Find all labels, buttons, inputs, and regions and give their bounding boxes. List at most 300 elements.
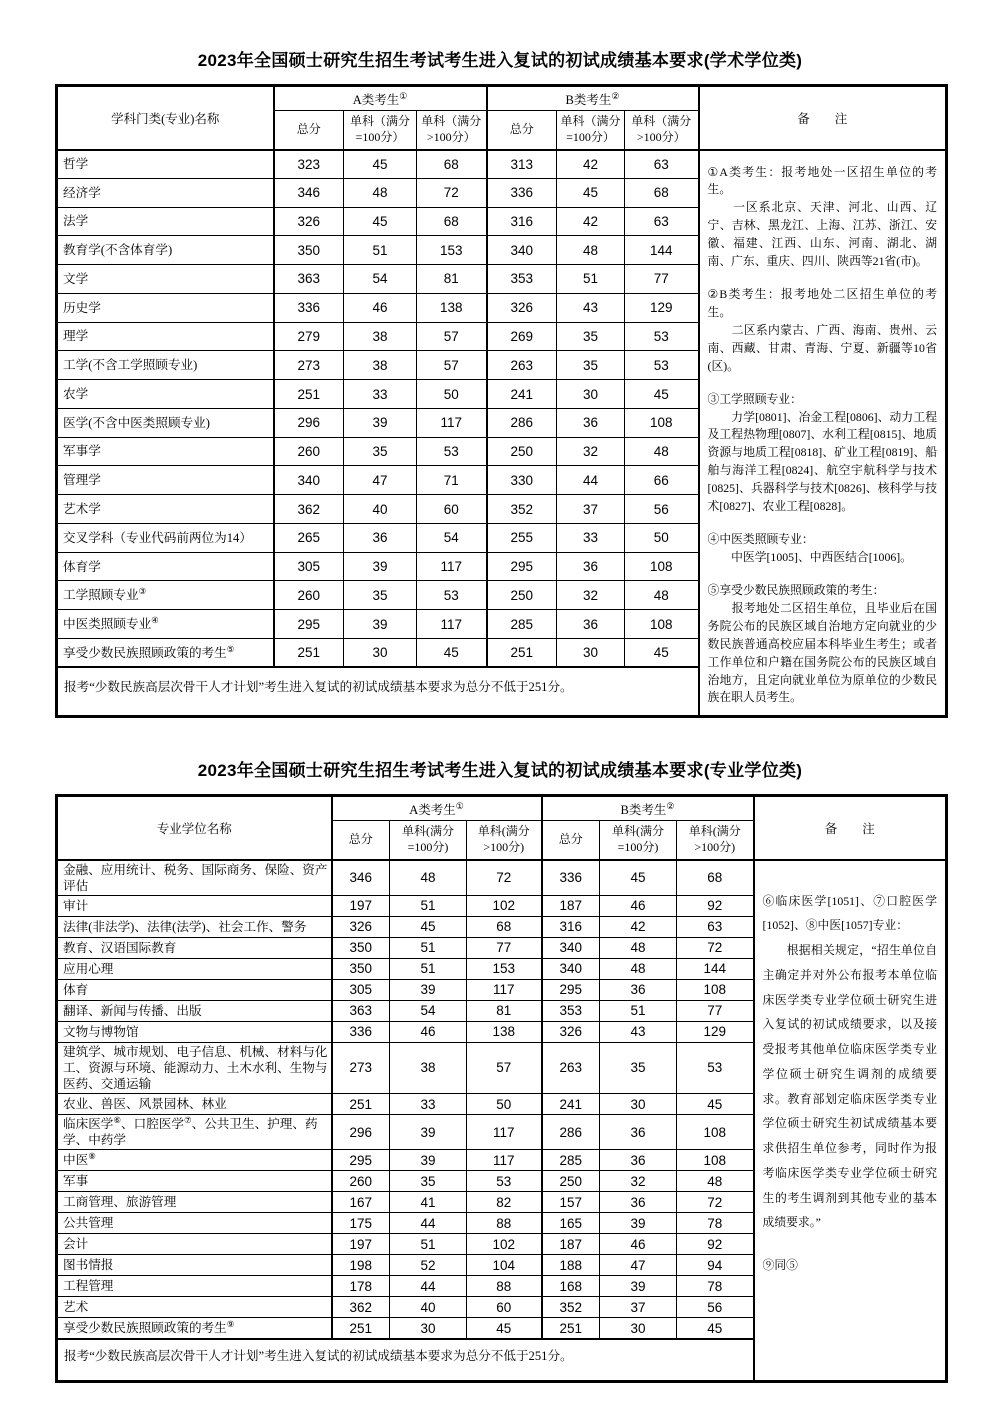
score-cell: 36 (600, 1115, 677, 1150)
footnote-marker: ③ (138, 586, 147, 597)
score-cell: 295 (332, 1150, 390, 1171)
column-header-single100-a: 单科(满分=100分) (390, 821, 467, 860)
score-cell: 255 (487, 523, 557, 552)
score-cell: 42 (600, 916, 677, 937)
score-cell: 241 (542, 1094, 600, 1115)
score-cell: 45 (344, 150, 417, 179)
remark-paragraph: ④中医类照顾专业： (707, 532, 814, 547)
score-cell: 350 (274, 236, 344, 265)
remark-paragraph: ⑨同⑤ (762, 1258, 798, 1273)
score-cell: 36 (600, 1192, 677, 1213)
score-cell: 251 (487, 639, 557, 668)
score-cell: 108 (625, 408, 699, 437)
score-cell: 47 (600, 1255, 677, 1276)
score-cell: 117 (467, 979, 542, 1000)
score-cell: 353 (542, 1000, 600, 1021)
professional-table-title: 2023年全国硕士研究生招生考试考生进入复试的初试成绩基本要求(专业学位类) (197, 761, 803, 780)
score-cell: 39 (344, 610, 417, 639)
subject-row-label: 历史学 (57, 293, 274, 322)
score-cell: 63 (677, 916, 754, 937)
score-cell: 35 (557, 351, 625, 380)
score-cell: 153 (417, 236, 487, 265)
score-cell: 336 (332, 1021, 390, 1042)
score-cell: 35 (600, 1042, 677, 1093)
score-cell: 285 (487, 610, 557, 639)
remark-paragraph: ③工学照顾专业： (707, 391, 802, 406)
score-cell: 38 (390, 1042, 467, 1093)
column-header-total-a: 总分 (332, 821, 390, 860)
column-header-single-over100-b: 单科（满分>100分） (625, 111, 699, 150)
score-cell: 46 (600, 1234, 677, 1255)
score-cell: 32 (557, 437, 625, 466)
score-cell: 37 (600, 1297, 677, 1318)
subject-row-label: 工程管理 (57, 1276, 332, 1297)
score-cell: 51 (557, 265, 625, 294)
score-cell: 42 (557, 150, 625, 179)
score-cell: 187 (542, 1234, 600, 1255)
score-cell: 53 (677, 1042, 754, 1093)
subject-row-label: 体育学 (57, 552, 274, 581)
score-cell: 153 (467, 958, 542, 979)
subject-row-label: 享受少数民族照顾政策的考生⑨ (57, 1318, 332, 1339)
score-cell: 35 (344, 437, 417, 466)
subject-row-label: 教育、汉语国际教育 (57, 937, 332, 958)
academic-score-table (55, 84, 948, 718)
score-cell: 129 (677, 1021, 754, 1042)
score-cell: 295 (542, 979, 600, 1000)
column-header-group-b: B类考生② (487, 86, 699, 111)
subject-row-label: 体育 (57, 979, 332, 1000)
column-header-single-over100-b: 单科(满分>100分) (677, 821, 754, 860)
score-cell: 50 (417, 380, 487, 409)
group-b-footnote-marker: ② (611, 90, 620, 101)
remark-paragraph: ①A类考生：报考地处一区招生单位的考生。 (707, 164, 938, 197)
score-cell: 33 (344, 380, 417, 409)
score-cell: 117 (467, 1150, 542, 1171)
score-cell: 340 (542, 937, 600, 958)
score-cell: 77 (677, 1000, 754, 1021)
score-cell: 43 (600, 1021, 677, 1042)
score-cell: 279 (274, 322, 344, 351)
score-cell: 45 (677, 1094, 754, 1115)
subject-row-label: 工学(不含工学照顾专业) (57, 351, 274, 380)
score-cell: 198 (332, 1255, 390, 1276)
score-cell: 167 (332, 1192, 390, 1213)
subject-row-label: 公共管理 (57, 1213, 332, 1234)
remark-spacer (708, 271, 938, 286)
score-cell: 273 (332, 1042, 390, 1093)
score-cell: 92 (677, 1234, 754, 1255)
score-cell: 102 (467, 1234, 542, 1255)
score-cell: 108 (625, 552, 699, 581)
subject-row-label: 农业、兽医、风景园林、林业 (57, 1094, 332, 1115)
subject-row-label: 工商管理、旅游管理 (57, 1192, 332, 1213)
score-cell: 36 (600, 1150, 677, 1171)
score-cell: 363 (274, 265, 344, 294)
academic-degree-section (55, 46, 945, 718)
score-cell: 30 (600, 1318, 677, 1339)
score-cell: 352 (542, 1297, 600, 1318)
subject-row-label: 法学 (57, 207, 274, 236)
score-cell: 40 (390, 1297, 467, 1318)
score-cell: 45 (344, 207, 417, 236)
score-cell: 30 (344, 639, 417, 668)
score-cell: 54 (390, 1000, 467, 1021)
subject-row-label: 经济学 (57, 178, 274, 207)
score-cell: 72 (467, 860, 542, 896)
score-cell: 42 (557, 207, 625, 236)
table-row (57, 860, 947, 896)
subject-row-label: 军事 (57, 1171, 332, 1192)
score-cell: 178 (332, 1276, 390, 1297)
score-cell: 144 (677, 958, 754, 979)
score-cell: 316 (542, 916, 600, 937)
score-cell: 273 (274, 351, 344, 380)
column-header-remarks: 备 注 (699, 86, 947, 150)
score-cell: 336 (487, 178, 557, 207)
score-cell: 104 (467, 1255, 542, 1276)
score-cell: 36 (600, 979, 677, 1000)
score-cell: 40 (344, 495, 417, 524)
score-cell: 30 (390, 1318, 467, 1339)
score-cell: 336 (542, 860, 600, 896)
score-cell: 250 (542, 1171, 600, 1192)
score-cell: 46 (344, 293, 417, 322)
score-cell: 39 (390, 1150, 467, 1171)
score-cell: 108 (677, 1115, 754, 1150)
score-cell: 260 (274, 581, 344, 610)
score-cell: 45 (467, 1318, 542, 1339)
score-cell: 39 (344, 552, 417, 581)
score-cell: 363 (332, 1000, 390, 1021)
column-header-total-b: 总分 (542, 821, 600, 860)
subject-row-label: 交叉学科（专业代码前两位为14） (57, 523, 274, 552)
score-cell: 295 (274, 610, 344, 639)
score-cell: 30 (557, 639, 625, 668)
column-header-single-over100-a: 单科(满分>100分) (467, 821, 542, 860)
score-cell: 251 (332, 1094, 390, 1115)
score-cell: 39 (600, 1213, 677, 1234)
score-cell: 63 (625, 150, 699, 179)
score-cell: 92 (677, 895, 754, 916)
score-cell: 33 (557, 523, 625, 552)
score-cell: 78 (677, 1276, 754, 1297)
subject-row-label: 建筑学、城市规划、电子信息、机械、材料与化工、资源与环境、能源动力、土木水利、生物与医药、交通运输 (57, 1042, 332, 1093)
score-cell: 326 (542, 1021, 600, 1042)
score-cell: 72 (677, 1192, 754, 1213)
remark-paragraph: 报考地处二区招生单位，且毕业后在国务院公布的民族区域自治地方定向就业的少数民族普通高校应届本科毕业生考生；或者工作单位和户籍在国务院公布的民族区域自治地方，且定向就业单位为原单位的少数民族在职人员考生。 (707, 600, 938, 705)
score-cell: 326 (332, 916, 390, 937)
score-cell: 57 (467, 1042, 542, 1093)
score-cell: 51 (344, 236, 417, 265)
score-cell: 39 (344, 408, 417, 437)
score-cell: 250 (487, 581, 557, 610)
score-cell: 48 (625, 581, 699, 610)
subject-row-label: 艺术 (57, 1297, 332, 1318)
subject-row-label: 教育学(不含体育学) (57, 236, 274, 265)
score-cell: 72 (677, 937, 754, 958)
score-cell: 48 (390, 860, 467, 896)
score-cell: 45 (600, 860, 677, 896)
subject-row-label: 金融、应用统计、税务、国际商务、保险、资产评估 (57, 860, 332, 896)
subject-row-label: 图书情报 (57, 1255, 332, 1276)
score-cell: 263 (542, 1042, 600, 1093)
score-cell: 78 (677, 1213, 754, 1234)
score-cell: 296 (332, 1115, 390, 1150)
score-cell: 36 (557, 408, 625, 437)
score-cell: 82 (467, 1192, 542, 1213)
score-cell: 48 (677, 1171, 754, 1192)
score-cell: 340 (542, 958, 600, 979)
score-cell: 54 (417, 523, 487, 552)
score-cell: 353 (487, 265, 557, 294)
score-cell: 48 (557, 236, 625, 265)
score-cell: 362 (274, 495, 344, 524)
subject-row-label: 中医⑧ (57, 1150, 332, 1171)
score-cell: 36 (557, 552, 625, 581)
score-cell: 45 (677, 1318, 754, 1339)
score-cell: 44 (390, 1276, 467, 1297)
score-cell: 38 (344, 322, 417, 351)
score-cell: 326 (487, 293, 557, 322)
column-header-single100-a: 单科（满分=100分） (344, 111, 417, 150)
score-cell: 48 (600, 958, 677, 979)
score-cell: 53 (417, 581, 487, 610)
score-cell: 39 (390, 979, 467, 1000)
score-cell: 50 (467, 1094, 542, 1115)
remark-paragraph: 二区系内蒙古、广西、海南、贵州、云南、西藏、甘肃、青海、宁夏、新疆等10省(区)。 (707, 322, 938, 373)
subject-row-label: 军事学 (57, 437, 274, 466)
footnote-marker: ⑦ (183, 1114, 192, 1125)
score-cell: 41 (390, 1192, 467, 1213)
score-cell: 108 (625, 610, 699, 639)
score-cell: 263 (487, 351, 557, 380)
subject-row-label: 中医类照顾专业④ (57, 610, 274, 639)
remark-paragraph: ⑥临床医学[1051]、⑦口腔医学[1052]、⑧中医[1057]专业： (762, 893, 938, 933)
score-cell: 77 (467, 937, 542, 958)
remarks-cell (754, 860, 947, 1382)
score-cell: 47 (344, 466, 417, 495)
score-cell: 313 (487, 150, 557, 179)
score-cell: 187 (542, 895, 600, 916)
score-cell: 117 (417, 610, 487, 639)
subject-row-label: 翻译、新闻与传播、出版 (57, 1000, 332, 1021)
subject-row-label: 哲学 (57, 150, 274, 179)
score-cell: 129 (625, 293, 699, 322)
score-cell: 71 (417, 466, 487, 495)
column-header-remarks: 备 注 (754, 796, 947, 860)
score-cell: 305 (274, 552, 344, 581)
score-cell: 260 (274, 437, 344, 466)
score-cell: 46 (390, 1021, 467, 1042)
score-cell: 38 (344, 351, 417, 380)
column-header-total-a: 总分 (274, 111, 344, 150)
score-cell: 44 (390, 1213, 467, 1234)
score-cell: 51 (390, 1234, 467, 1255)
column-header-degree-name: 专业学位名称 (57, 796, 332, 860)
score-cell: 48 (344, 178, 417, 207)
score-cell: 88 (467, 1276, 542, 1297)
score-cell: 68 (625, 178, 699, 207)
score-cell: 35 (557, 322, 625, 351)
score-cell: 48 (600, 937, 677, 958)
table-footnote: 报考“少数民族高层次骨干人才计划”考生进入复试的初试成绩基本要求为总分不低于251分。 (57, 667, 699, 717)
score-cell: 35 (390, 1171, 467, 1192)
score-cell: 285 (542, 1150, 600, 1171)
score-cell: 60 (467, 1297, 542, 1318)
subject-row-label: 文物与博物馆 (57, 1021, 332, 1042)
column-header-subject-name: 学科门类(专业)名称 (57, 86, 274, 150)
score-cell: 265 (274, 523, 344, 552)
score-cell: 32 (600, 1171, 677, 1192)
score-cell: 68 (417, 207, 487, 236)
remark-paragraph: 力学[0801]、冶金工程[0806]、动力工程及工程热物理[0807]、水利工程[0815]、地质资源与地质工程[0818]、矿业工程[0819]、船舶与海洋工程[0824]、航空宇航科学与技术[0825]、兵器科学与技术[0826]、核科学与技术[0827]、农业工程[0828]。 (707, 409, 938, 514)
score-cell: 362 (332, 1297, 390, 1318)
score-cell: 251 (274, 380, 344, 409)
score-cell: 45 (390, 916, 467, 937)
score-cell: 108 (677, 979, 754, 1000)
score-cell: 68 (677, 860, 754, 896)
subject-row-label: 农学 (57, 380, 274, 409)
column-header-group-a: A类考生① (332, 796, 542, 821)
remark-spacer (708, 376, 938, 391)
score-cell: 336 (274, 293, 344, 322)
column-header-single100-b: 单科(满分=100分) (600, 821, 677, 860)
score-cell: 56 (677, 1297, 754, 1318)
score-cell: 36 (344, 523, 417, 552)
remark-paragraph: 中医学[1005]、中西医结合[1006]。 (707, 550, 912, 565)
score-cell: 251 (274, 639, 344, 668)
score-cell: 316 (487, 207, 557, 236)
score-cell: 94 (677, 1255, 754, 1276)
score-cell: 197 (332, 1234, 390, 1255)
subject-row-label: 应用心理 (57, 958, 332, 979)
score-cell: 66 (625, 466, 699, 495)
column-header-group-b: B类考生② (542, 796, 754, 821)
professional-score-table (55, 794, 948, 1383)
remark-spacer (708, 516, 938, 531)
score-cell: 48 (625, 437, 699, 466)
academic-table-title: 2023年全国硕士研究生招生考试考生进入复试的初试成绩基本要求(学术学位类) (197, 51, 803, 70)
footnote-marker: ⑤ (226, 643, 235, 654)
footnote-marker: ⑨ (226, 1318, 235, 1329)
score-cell: 68 (467, 916, 542, 937)
footnote-marker: ⑧ (88, 1151, 96, 1162)
score-cell: 346 (274, 178, 344, 207)
remark-paragraph: ②B类考生：报考地处二区招生单位的考生。 (707, 287, 938, 319)
column-header-single100-b: 单科（满分=100分） (557, 111, 625, 150)
score-cell: 260 (332, 1171, 390, 1192)
score-cell: 144 (625, 236, 699, 265)
score-cell: 63 (625, 207, 699, 236)
score-cell: 340 (274, 466, 344, 495)
footnote-marker: ⑥ (113, 1114, 121, 1125)
column-header-single-over100-a: 单科（满分>100分） (417, 111, 487, 150)
score-cell: 43 (557, 293, 625, 322)
subject-row-label: 文学 (57, 265, 274, 294)
score-cell: 51 (600, 1000, 677, 1021)
score-cell: 138 (417, 293, 487, 322)
score-cell: 46 (600, 895, 677, 916)
score-cell: 72 (417, 178, 487, 207)
score-cell: 35 (344, 581, 417, 610)
subject-row-label: 审计 (57, 895, 332, 916)
column-header-group-a: A类考生① (274, 86, 487, 111)
score-cell: 340 (487, 236, 557, 265)
score-cell: 45 (557, 178, 625, 207)
score-cell: 138 (467, 1021, 542, 1042)
table-footnote: 报考“少数民族高层次骨干人才计划”考生进入复试的初试成绩基本要求为总分不低于251分。 (57, 1339, 754, 1382)
score-cell: 286 (487, 408, 557, 437)
footnote-marker: ④ (151, 614, 159, 625)
score-cell: 51 (390, 895, 467, 916)
score-cell: 51 (390, 937, 467, 958)
score-cell: 50 (625, 523, 699, 552)
score-cell: 350 (332, 937, 390, 958)
remark-spacer (708, 567, 938, 582)
group-a-footnote-marker: ① (399, 90, 408, 101)
score-cell: 53 (625, 322, 699, 351)
score-cell: 350 (332, 958, 390, 979)
score-cell: 305 (332, 979, 390, 1000)
remark-paragraph: ⑤享受少数民族照顾政策的考生： (707, 582, 885, 597)
score-cell: 286 (542, 1115, 600, 1150)
group-b-footnote-marker: ② (666, 800, 675, 811)
subject-row-label: 工学照顾专业③ (57, 581, 274, 610)
score-cell: 323 (274, 150, 344, 179)
score-cell: 52 (390, 1255, 467, 1276)
subject-row-label: 法律(非法学)、法律(法学)、社会工作、警务 (57, 916, 332, 937)
score-cell: 54 (344, 265, 417, 294)
score-cell: 45 (625, 380, 699, 409)
score-cell: 251 (542, 1318, 600, 1339)
score-cell: 352 (487, 495, 557, 524)
score-cell: 36 (557, 610, 625, 639)
subject-row-label: 理学 (57, 322, 274, 351)
score-cell: 45 (417, 639, 487, 668)
score-cell: 330 (487, 466, 557, 495)
score-cell: 269 (487, 322, 557, 351)
score-cell: 57 (417, 351, 487, 380)
score-cell: 346 (332, 860, 390, 896)
score-cell: 251 (332, 1318, 390, 1339)
subject-row-label: 医学(不含中医类照顾专业) (57, 408, 274, 437)
score-cell: 68 (417, 150, 487, 179)
score-cell: 77 (625, 265, 699, 294)
score-cell: 188 (542, 1255, 600, 1276)
subject-row-label: 艺术学 (57, 495, 274, 524)
remark-spacer (763, 1235, 938, 1253)
score-cell: 39 (600, 1276, 677, 1297)
score-cell: 102 (467, 895, 542, 916)
score-cell: 30 (557, 380, 625, 409)
score-cell: 33 (390, 1094, 467, 1115)
score-cell: 197 (332, 895, 390, 916)
remark-paragraph: 根据相关规定，“招生单位自主确定并对外公布报考本单位临床医学类专业学位硕士研究生进入复试的初试成绩要求，以及接受报考其他单位临床医学类专业学位硕士研究生调剂的成绩要求。教育部划定临床医学类专业学位硕士研究生初试成绩基本要求供招生单位参考，同时作为报考临床医学类专业学位硕士研究生的考生调剂到其他专业的基本成绩要求。” (762, 943, 938, 1230)
subject-row-label: 会计 (57, 1234, 332, 1255)
professional-degree-section (55, 756, 945, 1383)
score-cell: 51 (390, 958, 467, 979)
score-cell: 53 (417, 437, 487, 466)
score-cell: 37 (557, 495, 625, 524)
score-cell: 30 (600, 1094, 677, 1115)
score-cell: 117 (417, 408, 487, 437)
score-cell: 295 (487, 552, 557, 581)
subject-row-label: 管理学 (57, 466, 274, 495)
score-cell: 250 (487, 437, 557, 466)
group-a-footnote-marker: ① (455, 800, 464, 811)
score-cell: 56 (625, 495, 699, 524)
